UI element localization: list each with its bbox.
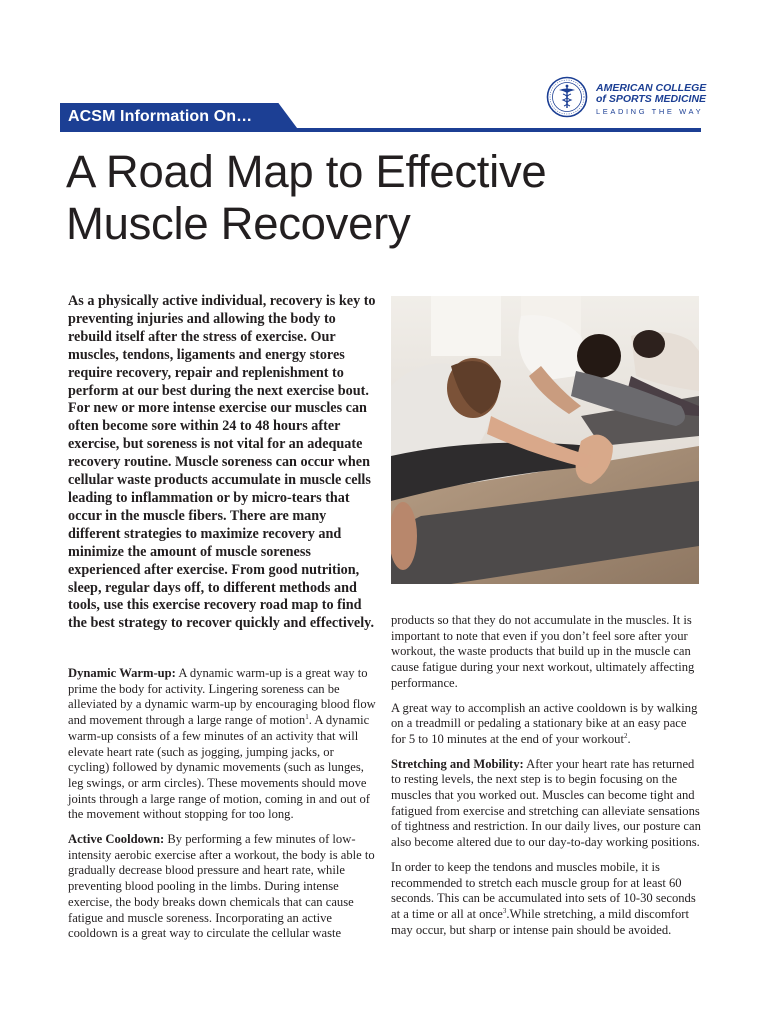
- intro-paragraph: As a physically active individual, recovery is key to preventing injuries and allowing the body to rebuild itself after the stress of exercise. Our muscles, tendons, ligaments and energy stores require recovery, repair and replenishment to perform at our best during the next exercise bout. For new or more intense exercise our muscles can often become sore within 24 to 48 hours after exercise, but soreness is not vital for an adequate recovery routine. Muscle soreness can occur when cellular waste products accumulate in muscle cells leading to inflammation or by micro-tears that occur in the muscle fibers. There are many different strategies to maximize recovery and minimize the amount of muscle soreness experienced after exercise. From good nutrition, sleep, regular days off, to different methods and tools, use this exercise recovery road map to find the best strategy to recover quickly and effectively.: [68, 293, 376, 632]
- right-column: [391, 613, 703, 947]
- cooldown-tip-end: .: [627, 731, 631, 746]
- footnote-3: 3: [502, 906, 507, 915]
- header-rule: [60, 128, 701, 132]
- logo-tagline: LEADING THE WAY: [596, 107, 704, 116]
- stretching-class-photo: [391, 296, 699, 584]
- page-title: [66, 146, 726, 250]
- warmup-text-a: A dynamic warm-up is a great way to prime the body for activity. Lingering soreness can be alleviated by a dynamic warm-up by encouraging blood flow and movement through a large range of motion: [68, 666, 376, 728]
- footnote-1: 1: [305, 712, 309, 721]
- caduceus-seal-icon: [546, 76, 588, 118]
- cooldown-continued-paragraph: products so that they do not accumulate in the muscles. It is important to note that even if you don’t feel sore after your workout, the waste products that build up in the muscle can cause fatigue during your next workout, ultimately affecting performance.: [391, 613, 695, 690]
- left-column: [68, 666, 378, 951]
- cooldown-tip-text: A great way to accomplish an active cooldown is by walking on a treadmill or pedaling a stationary bike at an easy pace for 5 to 10 minutes at the end of your workout: [391, 700, 698, 746]
- title-line-1: A Road Map to Effective: [66, 146, 547, 197]
- cooldown-heading: Active Cooldown:: [68, 832, 165, 847]
- cooldown-tip-paragraph: [391, 701, 703, 748]
- stretching-heading: Stretching and Mobility:: [391, 756, 524, 771]
- footnote-2: 2: [623, 731, 628, 740]
- stretch-tip-text-b: .While stretching, a mild discomfort may occur, but sharp or intense pain should be avoided.: [391, 906, 689, 937]
- cooldown-paragraph: [68, 832, 378, 942]
- warmup-heading: Dynamic Warm-up:: [68, 666, 176, 680]
- title-line-2: Muscle Recovery: [66, 198, 411, 249]
- stretching-paragraph: [391, 757, 703, 851]
- warmup-paragraph: [68, 666, 378, 823]
- logo-line-1: AMERICAN COLLEGE: [596, 82, 707, 94]
- cooldown-text: By performing a few minutes of low-intensity aerobic exercise after a workout, the body is able to gradually decrease blood pressure and heart rate, while preventing blood pooling in the limbs. During intense exercise, the body breaks down chemicals that can cause fatigue and muscle soreness. Incorporating an active cooldown is a great way to circulate the cellular waste: [68, 832, 375, 941]
- stretch-tip-paragraph: [391, 860, 703, 939]
- acsm-logo: [596, 83, 716, 117]
- warmup-text-b: . A dynamic warm-up consists of a few minutes of an activity that will elevate heart rate (such as jogging, jumping jacks, or cycling) followed by dynamic movements (such as lunges, leg swings, or arm circles). These movements should move joints through a large range of motion, coming in and out of the movement without stopping for too long.: [68, 713, 370, 822]
- stretch-tip-text-a: In order to keep the tendons and muscles mobile, it is recommended to stretch each muscle group for at least 60 seconds. This can be accumulated into sets of 10-30 seconds at a time or all at once: [391, 859, 696, 921]
- header-label: ACSM Information On…: [68, 108, 253, 125]
- logo-line-2: of SPORTS MEDICINE: [596, 93, 707, 105]
- stretching-text: After your heart rate has returned to resting levels, the next step is to begin focusing on the muscles that you worked out. Muscles can become tight and fatigued from exercise and stretching can alleviate sensations of tightness and restriction. In our daily lives, our posture can also become altered due to our day-to-day working positions.: [391, 756, 701, 850]
